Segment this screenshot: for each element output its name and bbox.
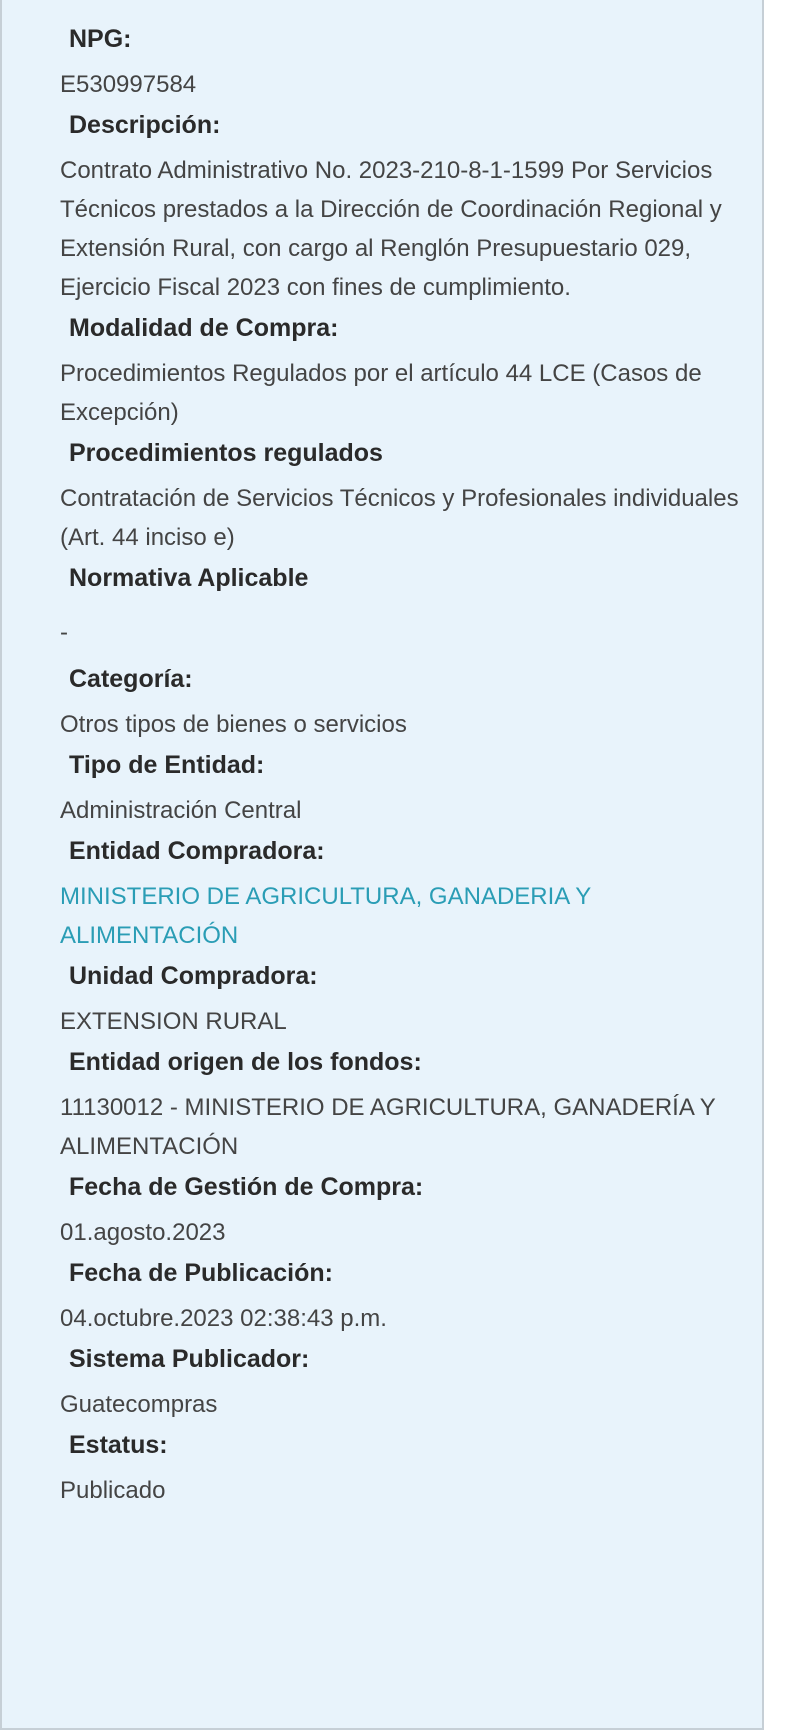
modalidad-label: Modalidad de Compra:: [69, 314, 339, 342]
entidad-origen-value: 11130012 - MINISTERIO DE AGRICULTURA, GANADERÍA Y ALIMENTACIÓN: [60, 1094, 716, 1160]
procedimientos-label: Procedimientos regulados: [69, 439, 383, 467]
categoria-label: Categoría:: [69, 665, 193, 693]
procedimientos-value: Contratación de Servicios Técnicos y Profesionales individuales (Art. 44 inciso e): [60, 485, 739, 551]
fecha-publicacion-value: 04.octubre.2023 02:38:43 p.m.: [60, 1305, 387, 1332]
npg-label: NPG:: [69, 25, 132, 53]
fecha-publicacion-label: Fecha de Publicación:: [69, 1259, 333, 1287]
normativa-value: -: [60, 619, 68, 646]
sistema-publicador-value: Guatecompras: [60, 1391, 218, 1418]
descripcion-value: Contrato Administrativo No. 2023-210-8-1-1599 Por Servicios Técnicos prestados a la Dirección de Coordinación Regional y Extensión Rural, con cargo al Renglón Presupuestario 029, Ejercicio Fiscal 2023 con fines de cumplimiento.: [60, 157, 722, 301]
tipo-entidad-value: Administración Central: [60, 797, 302, 824]
descripcion-label: Descripción:: [69, 111, 221, 139]
unidad-compradora-value: EXTENSION RURAL: [60, 1008, 287, 1035]
modalidad-value: Procedimientos Regulados por el artículo 44 LCE (Casos de Excepción): [60, 360, 702, 426]
entidad-compradora-link[interactable]: MINISTERIO DE AGRICULTURA, GANADERIA Y ALIMENTACIÓN: [60, 883, 591, 949]
categoria-value: Otros tipos de bienes o servicios: [60, 711, 407, 738]
estatus-value: Publicado: [60, 1477, 166, 1504]
fecha-gestion-value: 01.agosto.2023: [60, 1219, 226, 1246]
fecha-gestion-label: Fecha de Gestión de Compra:: [69, 1173, 424, 1201]
entidad-origen-label: Entidad origen de los fondos:: [69, 1048, 422, 1076]
entidad-compradora-label: Entidad Compradora:: [69, 837, 325, 865]
tipo-entidad-label: Tipo de Entidad:: [69, 751, 265, 779]
estatus-label: Estatus:: [69, 1431, 168, 1459]
normativa-label: Normativa Aplicable: [69, 564, 309, 592]
unidad-compradora-label: Unidad Compradora:: [69, 962, 318, 990]
npg-value: E530997584: [60, 71, 197, 98]
detail-list: [60, 22, 750, 1514]
sistema-publicador-label: Sistema Publicador:: [69, 1345, 310, 1373]
